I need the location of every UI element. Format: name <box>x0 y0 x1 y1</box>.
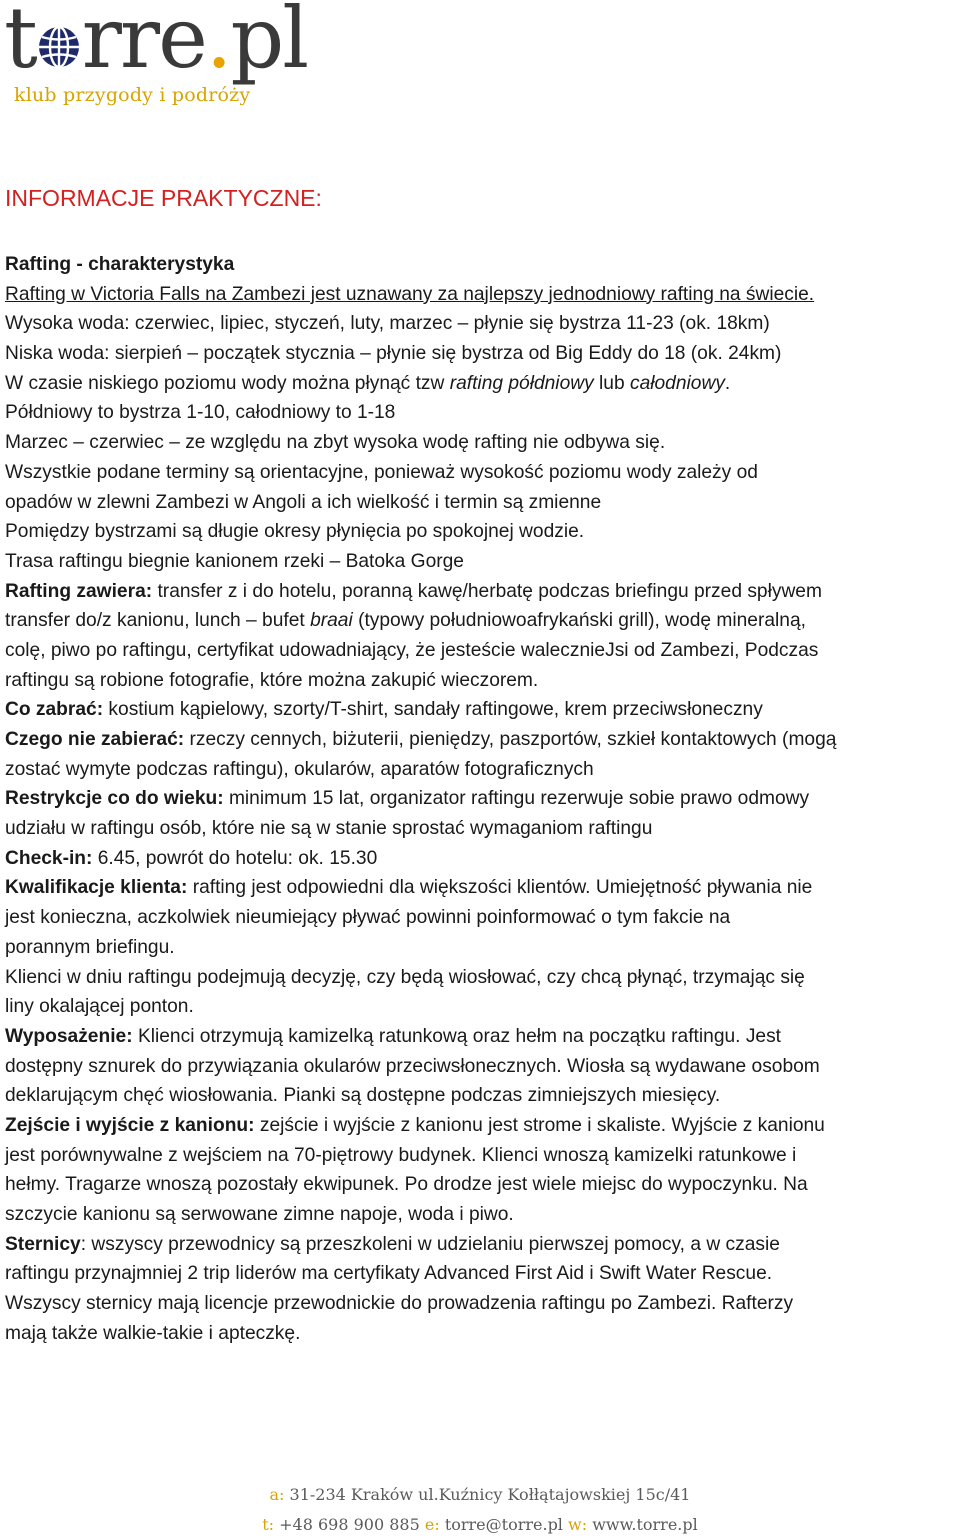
text-span: zejście i wyjście z kanionu jest strome i skaliste. Wyjście z kanionu <box>254 1114 825 1136</box>
footer-key-web: w: <box>568 1515 588 1534</box>
text-line: Wysoka woda: czerwiec, lipiec, styczeń, luty, marzec – płynie się bystrza 11-23 (ok. 18km) <box>5 313 770 335</box>
logo-wordmark <box>4 0 308 87</box>
bold-label: Wyposażenie: <box>5 1025 133 1047</box>
text-line: Półdniowy to bystrza 1-10, całodniowy to 1-18 <box>5 402 396 424</box>
text-line <box>5 725 960 755</box>
text-line <box>5 1022 960 1052</box>
footer-key-address: a: <box>269 1485 285 1504</box>
footer-web-link[interactable]: www.torre.pl <box>587 1515 698 1534</box>
text-line <box>5 1111 960 1141</box>
text-span: rzeczy cennych, biżuterii, pieniędzy, paszportów, szkieł kontaktowych (mogą <box>184 729 837 750</box>
text-line: Marzec – czerwiec – ze względu na zbyt wysoka wodę rafting nie odbywa się. <box>5 432 666 454</box>
italic-term: rafting półdniowy <box>449 372 594 394</box>
bold-label: Sternicy <box>5 1233 81 1255</box>
text-span: transfer do/z kanionu, lunch – bufet <box>5 610 311 632</box>
text-span: : wszyscy przewodnicy są przeszkoleni w udzielaniu pierwszej pomocy, a w czasie <box>80 1233 780 1255</box>
section-heading <box>5 185 322 212</box>
text-line: dostępny sznurek do przywiązania okularów przeciwsłonecznych. Wiosła są wydawane osobom <box>5 1055 820 1077</box>
italic-term: całodniowy <box>629 372 725 394</box>
text-line <box>5 606 960 636</box>
text-line: Pomiędzy bystrzami są długie okresy płynięcia po spokojnej wodzie. <box>5 521 585 543</box>
text-line <box>5 577 960 607</box>
subheading-line: Rafting - charakterystyka <box>5 254 235 275</box>
bold-label: Co zabrać: <box>5 699 104 721</box>
text-line: Wszyscy sternicy mają licencje przewodnickie do prowadzenia raftingu po Zambezi. Rafterzy <box>5 1293 794 1315</box>
text-span: Klienci otrzymują kamizelką ratunkową oraz hełm na początku raftingu. Jest <box>132 1025 782 1047</box>
site-logo <box>4 2 334 110</box>
text-line: Klienci w dniu raftingu podejmują decyzję, czy będą wiosłować, czy chcą płynąć, trzymając się <box>5 966 805 988</box>
logo-tld: pl <box>230 0 308 87</box>
text-span: W czasie niskiego poziomu wody można płynąć tzw <box>5 372 450 394</box>
text-line: liny okalającej ponton. <box>5 996 194 1018</box>
text-line: szczycie kanionu są serwowane zimne napoje, woda i piwo. <box>5 1204 514 1225</box>
text-span: lub <box>593 372 630 394</box>
text-line <box>5 1230 960 1260</box>
logo-dot: . <box>205 0 231 87</box>
text-line <box>5 844 960 874</box>
text-span: transfer z i do hotelu, poranną kawę/herbatę podczas briefingu przed spływem <box>152 580 822 602</box>
text-line: colę, piwo po raftingu, certyfikat udowadniający, że jesteście walecznieJsi od Zambezi, Podczas <box>5 639 819 661</box>
footer-email-link[interactable]: torre@torre.pl <box>439 1515 569 1534</box>
logo-letter-t: t <box>4 0 36 87</box>
logo-tagline: klub przygody i podróży <box>14 84 251 106</box>
text-span: 6.45, powrót do hotelu: ok. 15.30 <box>92 847 378 869</box>
text-line: Trasa raftingu biegnie kanionem rzeki – Batoka Gorge <box>5 550 464 572</box>
footer-contacts <box>0 1515 960 1534</box>
italic-term: braai <box>310 610 353 632</box>
info-text <box>5 250 960 1348</box>
bold-label: Czego nie zabierać: <box>5 729 185 750</box>
text-line: deklarującym chęć wiosłowania. Pianki są dostępne podczas zimniejszych miesięcy. <box>5 1085 721 1107</box>
heading-colon: : <box>315 185 322 211</box>
heading-text: INFORMACJE PRAKTYCZNE <box>5 185 316 211</box>
footer-address <box>0 1485 960 1504</box>
text-span: . <box>724 372 731 394</box>
footer-key-email: e: <box>424 1515 440 1534</box>
bold-label: Rafting zawiera: <box>5 580 153 602</box>
text-line: jest porównywalne z wejściem na 70-piętrowy budynek. Klienci wnoszą kamizelki ratunkowe i <box>5 1144 797 1166</box>
footer-key-phone: t: <box>262 1515 275 1534</box>
text-line: Wszystkie podane terminy są orientacyjne, ponieważ wysokość poziomu wody zależy od <box>5 461 758 483</box>
bold-label: Check-in: <box>5 847 93 869</box>
text-line: raftingu przynajmniej 2 trip liderów ma certyfikaty Advanced First Aid i Swift Water Rescue. <box>5 1263 773 1285</box>
text-span: (typowy południowoafrykański grill), wodę mineralną, <box>352 610 806 632</box>
text-line: porannym briefingu. <box>5 936 175 958</box>
bold-label: Zejście i wyjście z kanionu: <box>5 1114 255 1136</box>
text-span: minimum 15 lat, organizator raftingu rezerwuje sobie prawo odmowy <box>223 788 810 810</box>
text-line <box>5 695 960 725</box>
footer-address-value: 31-234 Kraków ul.Kuźnicy Kołłątajowskiej 15c/41 <box>284 1485 691 1504</box>
text-line: opadów w zlewni Zambezi w Angoli a ich wielkość i termin są zmienne <box>5 491 602 513</box>
text-line: zostać wymyte podczas raftingu), okularów, aparatów fotograficznych <box>5 758 594 780</box>
globe-icon <box>37 23 81 67</box>
text-line: Rafting w Victoria Falls na Zambezi jest uznawany za najlepszy jednodniowy rafting na świecie. <box>5 283 815 305</box>
text-span: rafting jest odpowiedni dla większości klientów. Umiejętność pływania nie <box>187 877 813 899</box>
bold-label: Restrykcje co do wieku: <box>5 788 224 810</box>
text-line: udziału w raftingu osób, które nie są w stanie sprostać wymaganiom raftingu <box>5 818 653 840</box>
text-line <box>5 784 960 814</box>
text-line: raftingu są robione fotografie, które można zakupić wieczorem. <box>5 669 539 691</box>
text-line <box>5 873 960 903</box>
text-line: mają także walkie-takie i apteczkę. <box>5 1322 301 1344</box>
text-line: hełmy. Tragarze wnoszą pozostały ekwipunek. Po drodze jest wiele miejsc do wypoczynku. Na <box>5 1174 808 1196</box>
footer-phone-value: +48 698 900 885 <box>274 1515 425 1534</box>
text-line <box>5 369 960 399</box>
bold-label: Kwalifikacje klienta: <box>5 877 188 899</box>
text-line: jest konieczna, aczkolwiek nieumiejący pływać powinni poinformować o tym fakcie na <box>5 907 731 929</box>
text-line: Niska woda: sierpień – początek stycznia – płynie się bystrza od Big Eddy do 18 (ok. 24km) <box>5 343 782 365</box>
logo-letters-rre: rre <box>81 0 206 87</box>
text-span: kostium kąpielowy, szorty/T-shirt, sandały raftingowe, krem przeciwsłoneczny <box>103 699 763 721</box>
